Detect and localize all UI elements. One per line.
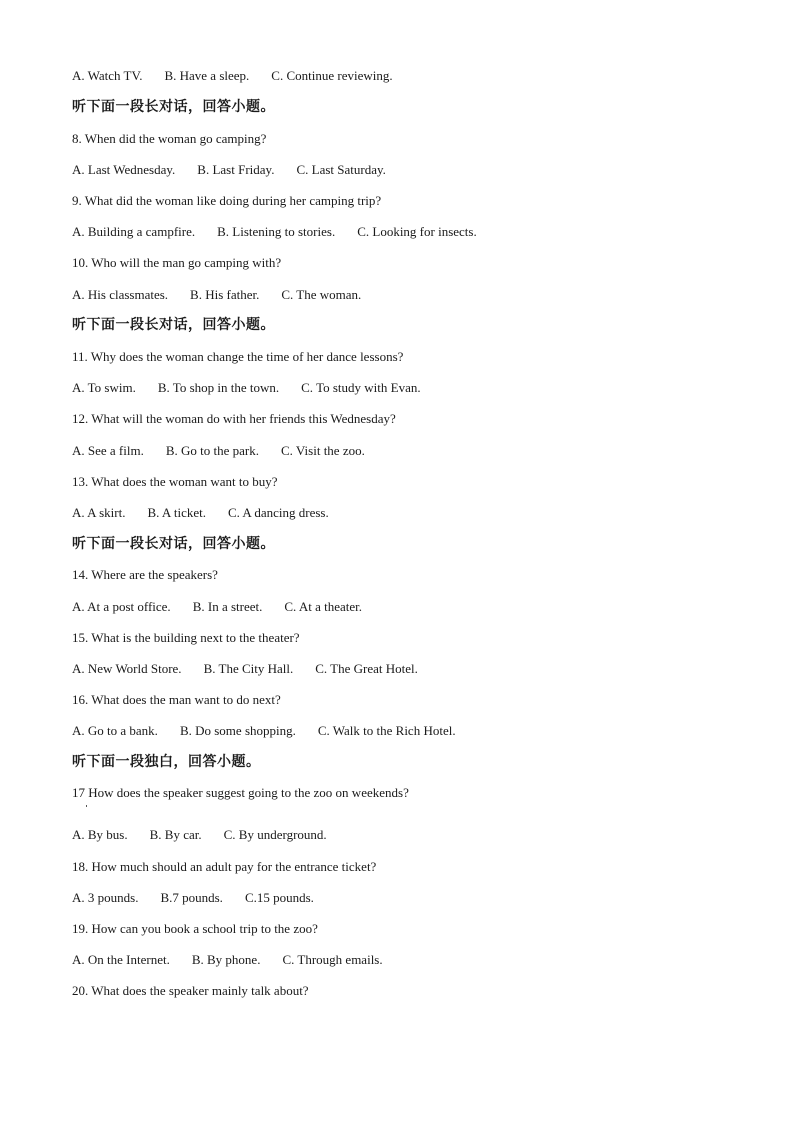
q19-question: 19. How can you book a school trip to the zoo? — [72, 921, 318, 936]
q18-option-b: B.7 pounds. — [160, 890, 223, 905]
q13-option-c: C. A dancing dress. — [227, 505, 329, 520]
q13-question: 13. What does the woman want to buy? — [72, 474, 278, 489]
q19-options — [72, 952, 383, 968]
q18-question: 18. How much should an adult pay for the entrance ticket? — [72, 859, 377, 874]
q18-options — [72, 890, 314, 906]
q13-options — [72, 505, 329, 521]
q11-options — [72, 380, 421, 396]
section-heading-4: 听下面一段独白，回答小题。 — [72, 754, 261, 770]
q13-option-a: A. A skirt. — [72, 505, 126, 520]
q15-option-a: A. New World Store. — [72, 661, 182, 676]
q10-option-c: C. The woman. — [281, 287, 362, 302]
q12-options — [72, 443, 365, 459]
q9-option-a: A. Building a campfire. — [72, 224, 196, 239]
q14-option-b: B. In a street. — [192, 599, 263, 614]
q8-option-a: A. Last Wednesday. — [72, 162, 176, 177]
q8-options — [72, 162, 386, 178]
q14-option-c: C. At a theater. — [284, 599, 362, 614]
q20-question: 20. What does the speaker mainly talk about? — [72, 983, 309, 998]
q9-option-b: B. Listening to stories. — [217, 224, 336, 239]
q16-question: 16. What does the man want to do next? — [72, 692, 281, 707]
section-heading-2: 听下面一段长对话，回答小题。 — [72, 317, 275, 333]
q12-option-c: C. Visit the zoo. — [281, 443, 365, 458]
q9-question: 9. What did the woman like doing during her camping trip? — [72, 193, 382, 208]
q16-option-a: A. Go to a bank. — [72, 723, 158, 738]
q12-option-a: A. See a film. — [72, 443, 144, 458]
q15-question: 15. What is the building next to the theater? — [72, 630, 300, 645]
q17-options — [72, 827, 327, 843]
q11-question: 11. Why does the woman change the time of her dance lessons? — [72, 349, 404, 364]
q7-option-b: B. Have a sleep. — [164, 68, 250, 83]
q9-options — [72, 224, 477, 240]
q15-option-c: C. The Great Hotel. — [315, 661, 418, 676]
q13-option-b: B. A ticket. — [147, 505, 206, 520]
q10-option-b: B. His father. — [190, 287, 260, 302]
q17-question: 17 How does the speaker suggest going to the zoo on weekends? — [72, 785, 409, 800]
q7-options — [72, 68, 393, 84]
q14-options — [72, 599, 362, 615]
q11-option-a: A. To swim. — [72, 380, 136, 395]
section-heading-1: 听下面一段长对话，回答小题。 — [72, 99, 275, 115]
q17-option-c: C. By underground. — [223, 827, 327, 842]
q10-question: 10. Who will the man go camping with? — [72, 255, 282, 270]
q17-option-b: B. By car. — [149, 827, 202, 842]
q19-option-a: A. On the Internet. — [72, 952, 170, 967]
q10-options — [72, 287, 361, 303]
q12-option-b: B. Go to the park. — [165, 443, 259, 458]
q15-options — [72, 661, 418, 677]
q10-option-a: A. His classmates. — [72, 287, 169, 302]
q16-option-b: B. Do some shopping. — [179, 723, 296, 738]
q19-option-c: C. Through emails. — [282, 952, 383, 967]
q19-option-b: B. By phone. — [191, 952, 261, 967]
q9-option-c: C. Looking for insects. — [357, 224, 477, 239]
q18-option-c: C.15 pounds. — [244, 890, 314, 905]
section-heading-3: 听下面一段长对话，回答小题。 — [72, 536, 275, 552]
q11-option-b: B. To shop in the town. — [157, 380, 280, 395]
q11-option-c: C. To study with Evan. — [301, 380, 421, 395]
q8-option-b: B. Last Friday. — [197, 162, 275, 177]
q15-option-b: B. The City Hall. — [203, 661, 294, 676]
q7-option-c: C. Continue reviewing. — [271, 68, 393, 83]
q7-option-a: A. Watch TV. — [72, 68, 143, 83]
q8-question: 8. When did the woman go camping? — [72, 131, 267, 146]
q14-option-a: A. At a post office. — [72, 599, 171, 614]
q17-option-a: A. By bus. — [72, 827, 128, 842]
q18-option-a: A. 3 pounds. — [72, 890, 139, 905]
stray-mark — [86, 805, 87, 807]
q16-option-c: C. Walk to the Rich Hotel. — [317, 723, 456, 738]
q14-question: 14. Where are the speakers? — [72, 567, 218, 582]
q8-option-c: C. Last Saturday. — [296, 162, 386, 177]
q16-options — [72, 723, 456, 739]
q12-question: 12. What will the woman do with her friends this Wednesday? — [72, 411, 396, 426]
